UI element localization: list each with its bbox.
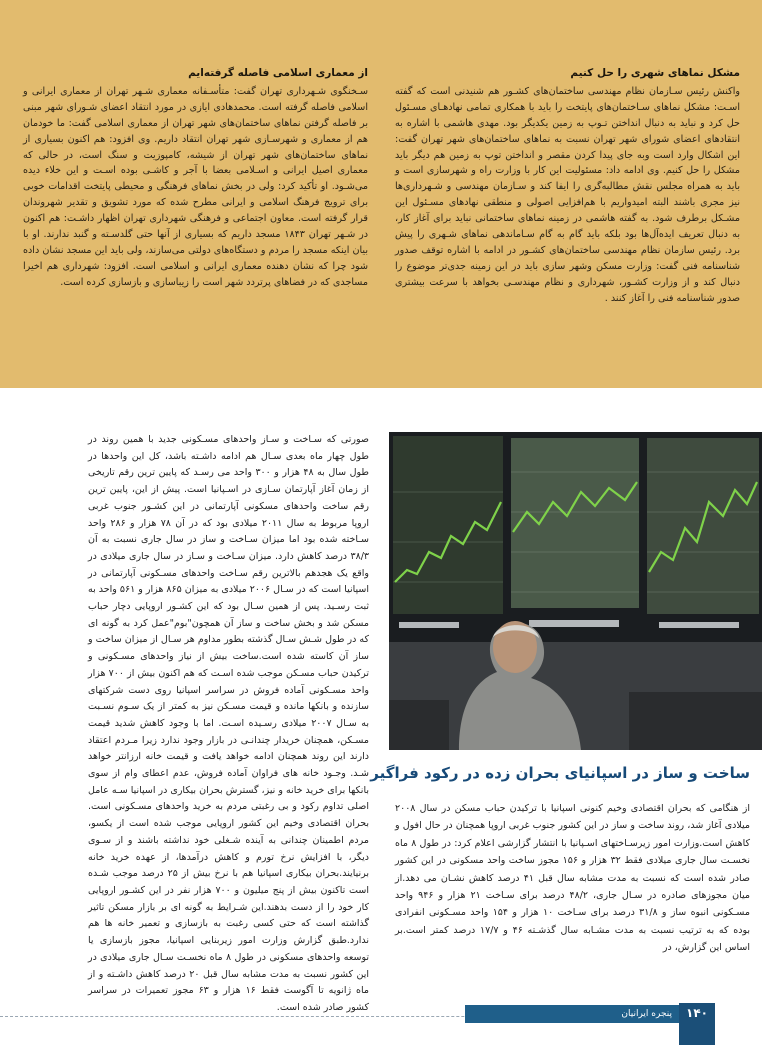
stock-board-illustration bbox=[389, 432, 762, 750]
stock-board-photo bbox=[389, 432, 762, 750]
sidebar-left-heading: از معماری اسلامی فاصله گرفته‌ایم bbox=[188, 67, 368, 79]
footer-publication-label: پنجره ایرانیان bbox=[621, 1009, 672, 1019]
sidebar-right-column bbox=[395, 66, 740, 307]
footer-bar bbox=[465, 1005, 715, 1023]
article-body-left: صورتی که سـاخت و سـاز واحدهای مسـکونی جدید با همین روند در طول چهار ماه بعدی سـال هم ادامه داشـته باشد، کل این واحدها در طول سال به ۴۸ هزار و ۳۰۰ واحد می رسـد که پایین ترین رقم تاریخی از زمان آغاز آپارتمان سـازی در اسـپانیا است. پیش از این، پایین ترین رقم ساخت واحدهای مسکونی آپارتمانی در این کشـور جنوب غربی اروپا مربوط به سال ۲۰۱۱ میلادی بود که در آن ۷۸ هزار و ۲۸۶ واحد سـاخته شده بود اما میزان سـاخت و ساز در سال جاری نسبت به آن ۳۸/۳ درصد کاهش دارد. میزان سـاخت و سـاز در سال جاری میلادی در واقع یک هجدهم بالاترین رقم سـاخت واحدهای مسـکونی آپارتمانی در اسپانیا است که در سـال ۲۰۰۶ میلادی به میزان ۸۶۵ هزار و ۵۶۱ واحد به ثبت رسـید. پس از همین سـال بود که این کشـور اروپایی دچار حباب مسکن شد و بخش ساخت و ساز آن همچون"بوم"عمل کرد به گونه ای که در طول شـش سـال گذشته بطور مداوم هر سـال از میزان ساخت و ساز آن کاسته شده است.ساخت بیش از نیاز واحدهای مسـکونی و ترکیدن حباب مسـکن موجب شده اسـت که هم اکنون بیش از ۷۰۰ هزار واحد مسـکونی آماده فروش در سراسر اسپانیا روی دست شرکتهای سازنده و بانکها مانده و قیمت مسـکن نیز به کمتر از یک سـوم نسـبت به سـال ۲۰۰۷ میلادی رسـیده اسـت. اما با وجود کاهش شدید قیمت مسـکن، همچنان خریدار چندانـی در بازار وجود ندارد زیرا مـردم اعتقاد دارند این روند همچنان ادامه خواهد یافت و قیمت خانه ارزانتر خواهد شـد. وجـود خانه های فراوان آماده فروش، عدم اعطای وام از سوی بانکها برای خرید خانه و نیز، گسترش بحران بیکاری در اسپانیا سـه عامل اصلی تداوم رکود و بی رغبتی مردم به خرید واحدهای مسـکونی است. بحران اقتصادی وخیم این کشور اروپایی موجب شده است از یکسو، مردم اطمینان چندانی به آینده شـغلی خود نداشته باشند و از سـوی دیگر، با افزایش نرخ تورم و کاهش درآمدها، از عهده خرید خانه برنیایند.بحران بیکاری اسپانیا هم با نرخ بیش از ۲۵ درصد موجب شـده است تاکنون بیش از پنج میلیون و ۷۰۰ هزار نفر در این کشـور اروپایی کار خود را از دست بدهند.این شـرایط به گونه ای بر بازار مسکن تاثیر گذاشته است که حتی کسی رغبت به بازسازی و تعمیر خانه ها هم ندارد.طبق گزارش وزارت امور زیربنایی اسپانیا، مجوز بازسازی یا توسعه واحدهای مسکونی در طول ۸ ماه نخسـت سـال جاری میلادی در این کشور نسبت به مدت مشابه سال قبل ۲۰ درصد کاهش داشـته و از ماه ژانویه تا آگوست فقط ۱۶ هزار و ۶۳ مجوز تعمیرات در سراسر کشور صادر شده است. bbox=[88, 434, 370, 1013]
sidebar-right-body: واکنش رئیس سـازمان نظام مهندسی ساختمان‌های کشـور هم شنیدنی است که گفته اسـت: مشکل نماهای سـاختمان‌های پایتخت را باید با همکاری تمامی نهادهـای مسـئول حل کرد و نباید به دنبال انداختن تـوپ به زمین یکدیگر بود. مهدی هاشمی با اشاره به انتقادهای اعضای شورای شهر تهران نسبت به نماهای ساختمان‌های شهر تهران گفت: این اشکال وارد است وبه جای پیدا کردن مقصر و انداختن توپ به زمین هم دیگر باید مشکل را حل کنیم. وی ادامه داد: مسئولیت این کار با وزارت راه و شهرسازی است و باید به همراه مجلس نقش مطالبه‌گری را ایفا کند و سـازمان مهندسی و شـهرداری‌ها نیز مجری باشند البته امیدواریم با هم‌افزایی اصولی و منطقی نهادهای مسـئول این مشـکل برطرف شود. به گفته هاشمی در زمینه نماهای ساختمانی نباید برای آغاز کار، به دنبال تعریف ایده‌آل‌ها بود بلکه باید گام به گام سـاماندهی نماهای شـهری را پیش برد. رئیس سازمان نظام مهندسی ساختمان‌های کشـور در ادامه با اشاره توقف صدور شناسنامه فنی گفت: وزارت مسکن وشهر سازی باید در این زمینه جدی‌تر موضوع را دنبال کند و از وزارت کشـور، شهرداری و نظام مهندسـی بخواهد با سرعت بیشتری صدور شناسنامه فنی را آغاز کنند . bbox=[395, 85, 740, 304]
article-body-right: از هنگامی که بحران اقتصادی وخیم کنونی اسپانیا با ترکیدن حباب مسکن در سال ۲۰۰۸ میلادی آغاز شد، روند ساخت و ساز در این کشور جنوب غربی اروپا همچنان در حال افول و کاهش است.وزارت امور زیرسـاختهای اسـپانیا با انتشار گزارشی اعلام کرد: در طول ۸ ماه نخسـت سال جاری میلادی فقط ۳۲ هزار و ۱۵۶ مجوز ساخت واحد مسکونی در این کشور صادر شده است که نسبت به مدت مشابه سال قبل ۴۱ درصد کاهش نشـان می دهد.از میان مجوزهای صادره در سـال جاری، ۴۸/۲ درصد برای سـاخت ۲۱ هزار و ۹۴۶ واحد مسـکونی انبوه ساز و ۳۱/۸ درصد برای سـاخت ۱۰ هزار و ۱۵۴ واحد مسـکونی انفرادی بوده که به ترتیب نسبت به مدت مشـابه سال گذشـته ۴۶ و ۱۷/۷ درصد کمتر است.بر اساس این گزارش، در bbox=[395, 803, 750, 954]
sidebar-left-body: سـخنگوی شـهرداری تهران گفت: متأسـفانه معماری شـهر تهران از معماری ایرانی و اسلامی فاصله گرفته است. محمدهادی ایازی در مورد انتقاد اعضای شـورای شهر مبنی بر فاصله گرفتن نماهای ساختمان‌های شهر تهران از معماری اسلامی گفت: ما خودمان هم از معماری و شهرسـازی شهر تهران انتقاد داریم. وی افزود: هم اکنون بسیاری از نماهای ساختمان‌های شهر تهران از شیشه، کامپوزیت و سنگ است، در حالی که معماری اصیل ایرانی و اسـلامی بعضا با آجر و کاشـی بوده اسـت و این خلاء دیده می‌شـود. او تأکید کرد: ولی در بخش نماهای فرهنگی و محیطی پایتخت اقدامات خوبی برای ترویج فرهنگ اسلامی و ایرانی مطرح شده که مورد تشویق و تقدیر شهروندان قرار گرفته است. معاون اجتماعی و فرهنگی شهرداری تهران اظهار داشـت: هم اکنون در شـهر تهران ۱۸۴۳ مسجد داریم که بسیاری از آنها حتی گلدسـته و گنبد ندارند. او با بیان اینکه مسجد را مردم و دستگاه‌های دولتی می‌سازند، ولی باید این مسجد نشان داده شود چرا که نشان دهنده معماری ایرانی و اسلامی است. افزود: شهرداری هم اخیرا مساجدی که در فضاهای پرتردد شهر است را زیباسازی و بازسازی کرده است. bbox=[23, 85, 368, 288]
sidebar-left-column bbox=[23, 66, 368, 291]
article-title: ساخت و ساز در اسپانیای بحران زده در رکود فراگیر bbox=[370, 764, 750, 782]
page-number: ۱۴۰ bbox=[686, 1006, 708, 1020]
sidebar-right-heading: مشکل نماهای شهری را حل کنیم bbox=[570, 67, 740, 79]
